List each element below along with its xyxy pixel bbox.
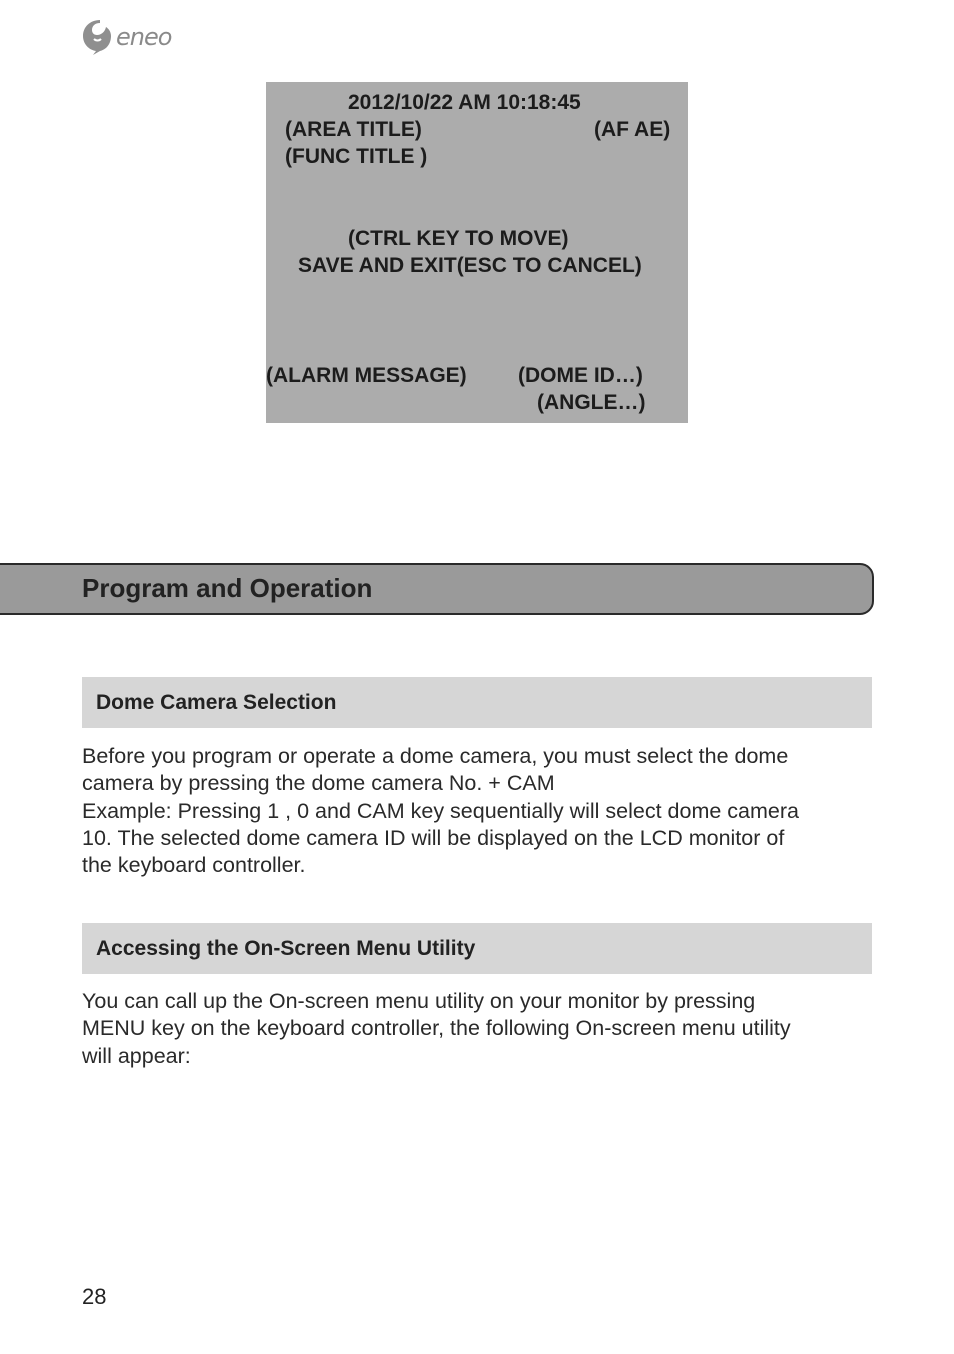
paragraph-line: 10. The selected dome camera ID will be displayed on the LCD monitor of	[82, 825, 785, 850]
section-title: Program and Operation	[82, 573, 373, 603]
osd-area-title: (AREA TITLE)	[285, 118, 422, 141]
osd-screen	[266, 82, 688, 423]
osd-dome-id: (DOME ID…)	[518, 364, 643, 387]
dome-selection-heading: Dome Camera Selection	[96, 691, 337, 714]
dome-selection-paragraph	[82, 743, 872, 879]
brand-logo	[80, 16, 190, 58]
osd-func-title: (FUNC TITLE )	[285, 145, 428, 168]
eneo-logo-icon	[80, 17, 114, 57]
dome-selection-heading-bar	[82, 677, 872, 728]
paragraph-line: will appear:	[82, 1043, 191, 1068]
paragraph-line: You can call up the On-screen menu utility on your monitor by pressing	[82, 989, 756, 1013]
osd-angle: (ANGLE…)	[537, 391, 646, 414]
paragraph-line: Example: Pressing 1 , 0 and CAM key sequentially will select dome camera	[82, 798, 799, 823]
osd-save-exit: SAVE AND EXIT(ESC TO CANCEL)	[298, 254, 642, 277]
osd-af-ae: (AF AE)	[594, 118, 671, 141]
osd-alarm-message: (ALARM MESSAGE)	[266, 364, 467, 387]
menu-access-paragraph	[82, 988, 872, 1070]
paragraph-line: Before you program or operate a dome camera, you must select the dome	[82, 744, 789, 768]
logo-text: eneo	[116, 23, 172, 51]
paragraph-line: camera by pressing the dome camera No. + CAM	[82, 771, 555, 796]
menu-access-heading: Accessing the On-Screen Menu Utility	[96, 937, 476, 960]
paragraph-line: MENU key on the keyboard controller, the following On-screen menu utility	[82, 1016, 791, 1041]
osd-datetime: 2012/10/22 AM 10:18:45	[348, 91, 581, 114]
osd-ctrl-key: (CTRL KEY TO MOVE)	[348, 227, 569, 250]
page-number: 28	[82, 1284, 107, 1309]
paragraph-line: the keyboard controller.	[82, 853, 306, 878]
menu-access-heading-bar	[82, 923, 872, 974]
